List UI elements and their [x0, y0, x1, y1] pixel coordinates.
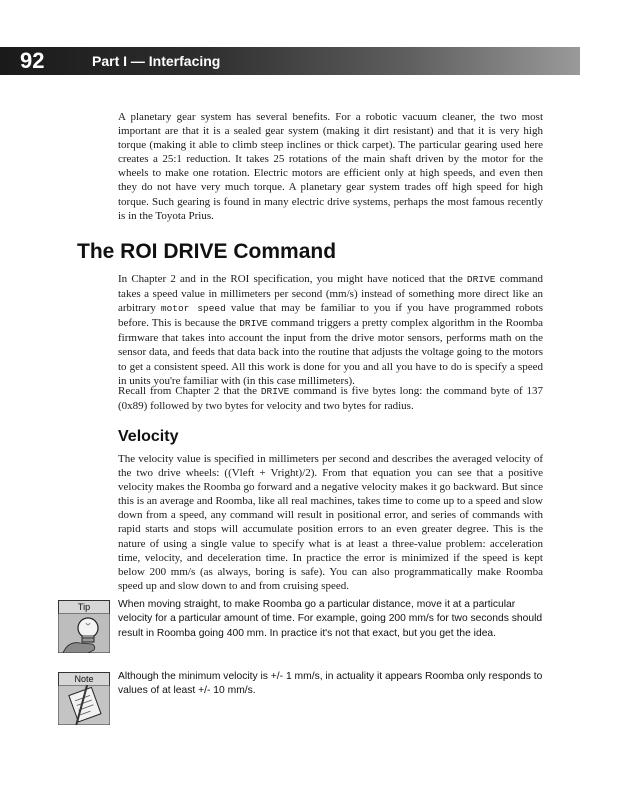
section-heading: The ROI DRIVE Command — [77, 240, 337, 263]
code-drive: DRIVE — [260, 386, 290, 397]
header-bar — [0, 47, 580, 75]
tip-label: Tip — [58, 600, 110, 614]
note-callout-icon — [58, 672, 110, 724]
text-run: In Chapter 2 and in the ROI specification, you might have noticed that the — [118, 273, 467, 285]
code-motor-speed: motor speed — [160, 303, 226, 315]
drive-paragraph-1 — [118, 272, 543, 388]
subsection-heading: Velocity — [118, 428, 179, 445]
page-number: 92 — [20, 48, 45, 73]
velocity-paragraph: The velocity value is specified in millimeters per second and describes the averaged velocity of the two drive wheels: ((Vleft + Vright)/2). From that equation you can see that a positive velocity makes the Roomba go forward and a negative velocity makes it go backward. But since this is an average and Roomba, like all real machines, takes time to come up to a speed and slow down from a speed, any command will result in positional error, and series of commands with rapid starts and stops will accumulate position errors to an even greater degree. This is the nature of using a single value to specify what is at least a three-value problem: acceleration time, velocity, and deceleration time. In practice the error is minimized if the speed is kept below 200 mm/s (as always, boring is safe). You can also programmatically make Roomba speed up and slow down to and from cruising speed. — [118, 453, 543, 592]
text-run: Recall from Chapter 2 that the — [118, 385, 261, 397]
text-run: command triggers a pretty complex algorithm in the Roomba firmware that takes into account the input from the drive motor sensors, performs math on the sensor data, and feeds that data back into the routine that adjusts the voltage going to the motors to get a consistent speed. All this work is done for you and all you have to do is specify a speed in units you're familiar with (in this case millimeters). — [118, 317, 543, 387]
tip-callout-icon — [58, 600, 110, 652]
code-drive: DRIVE — [239, 318, 268, 330]
tip-text: When moving straight, to make Roomba go a particular distance, move it at a particular velocity for a particular amount of time. For example, going 200 mm/s for two seconds should result in Roomba going 400 mm. In practice it's not that exact, but you get the idea. — [118, 599, 543, 639]
notepad-icon — [58, 685, 110, 725]
code-drive: DRIVE — [466, 274, 496, 285]
intro-paragraph: A planetary gear system has several benefits. For a robotic vacuum cleaner, the two most important are that it is a sealed gear system (making it dirt resistant) and that it is very high torque (making it able to climb steep inclines or thick carpet). The particular gearing used here creates a 25:1 reduction. It takes 25 rotations of the main shaft driven by the motor for the wheels to make one rotation. Electric motors are efficient only at high speeds, and even then they do not have very much torque. A planetary gear system trades off high speed for high torque. Such gearing is found in many electric drive systems, perhaps the most famous recently is in the Toyota Prius. — [118, 111, 543, 222]
text-run: value that may be familiar to you if you have programmed robots before. This is because the — [118, 302, 543, 330]
text-run: command takes a speed value in millimeters per second (mm/s) instead of something more direct like an arbitrary — [118, 273, 543, 315]
text-run: command is five bytes long: the command byte of 137 (0x89) followed by two bytes for velocity and two bytes for radius. — [118, 385, 543, 413]
note-text: Although the minimum velocity is +/- 1 mm/s, in actuality it appears Roomba only responds to values of at least +/- 10 mm/s. — [118, 671, 543, 697]
lightbulb-icon — [58, 613, 110, 653]
drive-paragraph-2 — [118, 384, 543, 413]
running-head: Part I — Interfacing — [92, 53, 221, 69]
note-label: Note — [58, 672, 110, 686]
